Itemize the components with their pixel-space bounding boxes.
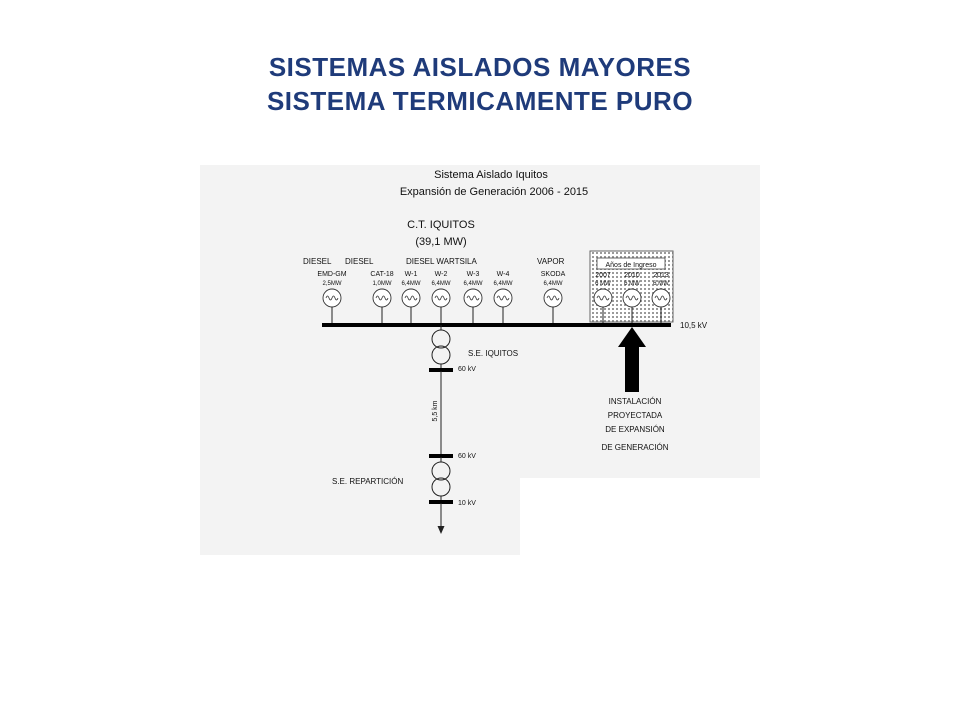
diagram-subtitle: Expansión de Generación 2006 - 2015	[399, 186, 589, 198]
diagram-title: Sistema Aislado Iquitos	[434, 169, 548, 181]
expansion-rating: 6 MW	[653, 281, 669, 287]
generator-rating: 1,0MW	[372, 281, 392, 287]
slide-title-line-2: SISTEMA TERMICAMENTE PURO	[266, 86, 694, 116]
generator-name: W-4	[496, 271, 510, 278]
expansion-annotation	[601, 397, 668, 452]
line-length-label: 5,5 km	[432, 400, 439, 422]
annotation-line: PROYECTADA	[607, 411, 663, 420]
group-label-vapor: VAPOR	[537, 257, 565, 266]
group-label-diesel-wartsila: DIESEL WARTSILA	[406, 257, 477, 266]
group-label-diesel-2: DIESEL	[345, 257, 374, 266]
generator-name: EMD-GM	[317, 271, 347, 278]
group-label-diesel-1: DIESEL	[303, 257, 332, 266]
slide-title-line-1: SISTEMAS AISLADOS MAYORES	[268, 52, 692, 82]
annotation-line: INSTALACIÓN	[608, 397, 662, 406]
annotation-line: DE GENERACIÓN	[601, 443, 669, 452]
expansion-year: 2007	[595, 272, 611, 279]
generator-rating: 6,4MW	[463, 281, 483, 287]
expansion-header: Años de Ingreso	[605, 262, 657, 269]
expansion-rating: 6 MW	[595, 281, 611, 287]
expansion-year: 2010	[624, 272, 640, 279]
generator-name: W-1	[404, 271, 418, 278]
generator-name: CAT-18	[370, 271, 394, 278]
main-bus-voltage: 10,5 kV	[680, 321, 708, 330]
plant-capacity: (39,1 MW)	[415, 236, 467, 248]
generator-rating: 6,4MW	[401, 281, 421, 287]
expansion-rating: 6 MW	[624, 281, 640, 287]
bus-60kv-bottom-label: 60 kV	[458, 453, 476, 460]
generator-rating: 6,4MW	[493, 281, 513, 287]
diagram-background	[200, 165, 760, 555]
se-iquitos-label: S.E. IQUITOS	[468, 349, 519, 358]
generator-rating: 2,5MW	[322, 281, 342, 287]
generator-rating: 6,4MW	[543, 281, 563, 287]
generator-name: W-3	[466, 271, 480, 278]
generator-rating: 6,4MW	[431, 281, 451, 287]
bus-10kv-label: 10 kV	[458, 500, 476, 507]
plant-name: C.T. IQUITOS	[407, 219, 475, 231]
expansion-year: 2013	[653, 272, 669, 279]
annotation-line: DE EXPANSIÓN	[605, 425, 665, 434]
bus-60kv-top-label: 60 kV	[458, 366, 476, 373]
generator-name: SKODA	[540, 271, 566, 278]
se-reparticion-label: S.E. REPARTICIÓN	[332, 477, 404, 486]
generator-name: W-2	[434, 271, 448, 278]
